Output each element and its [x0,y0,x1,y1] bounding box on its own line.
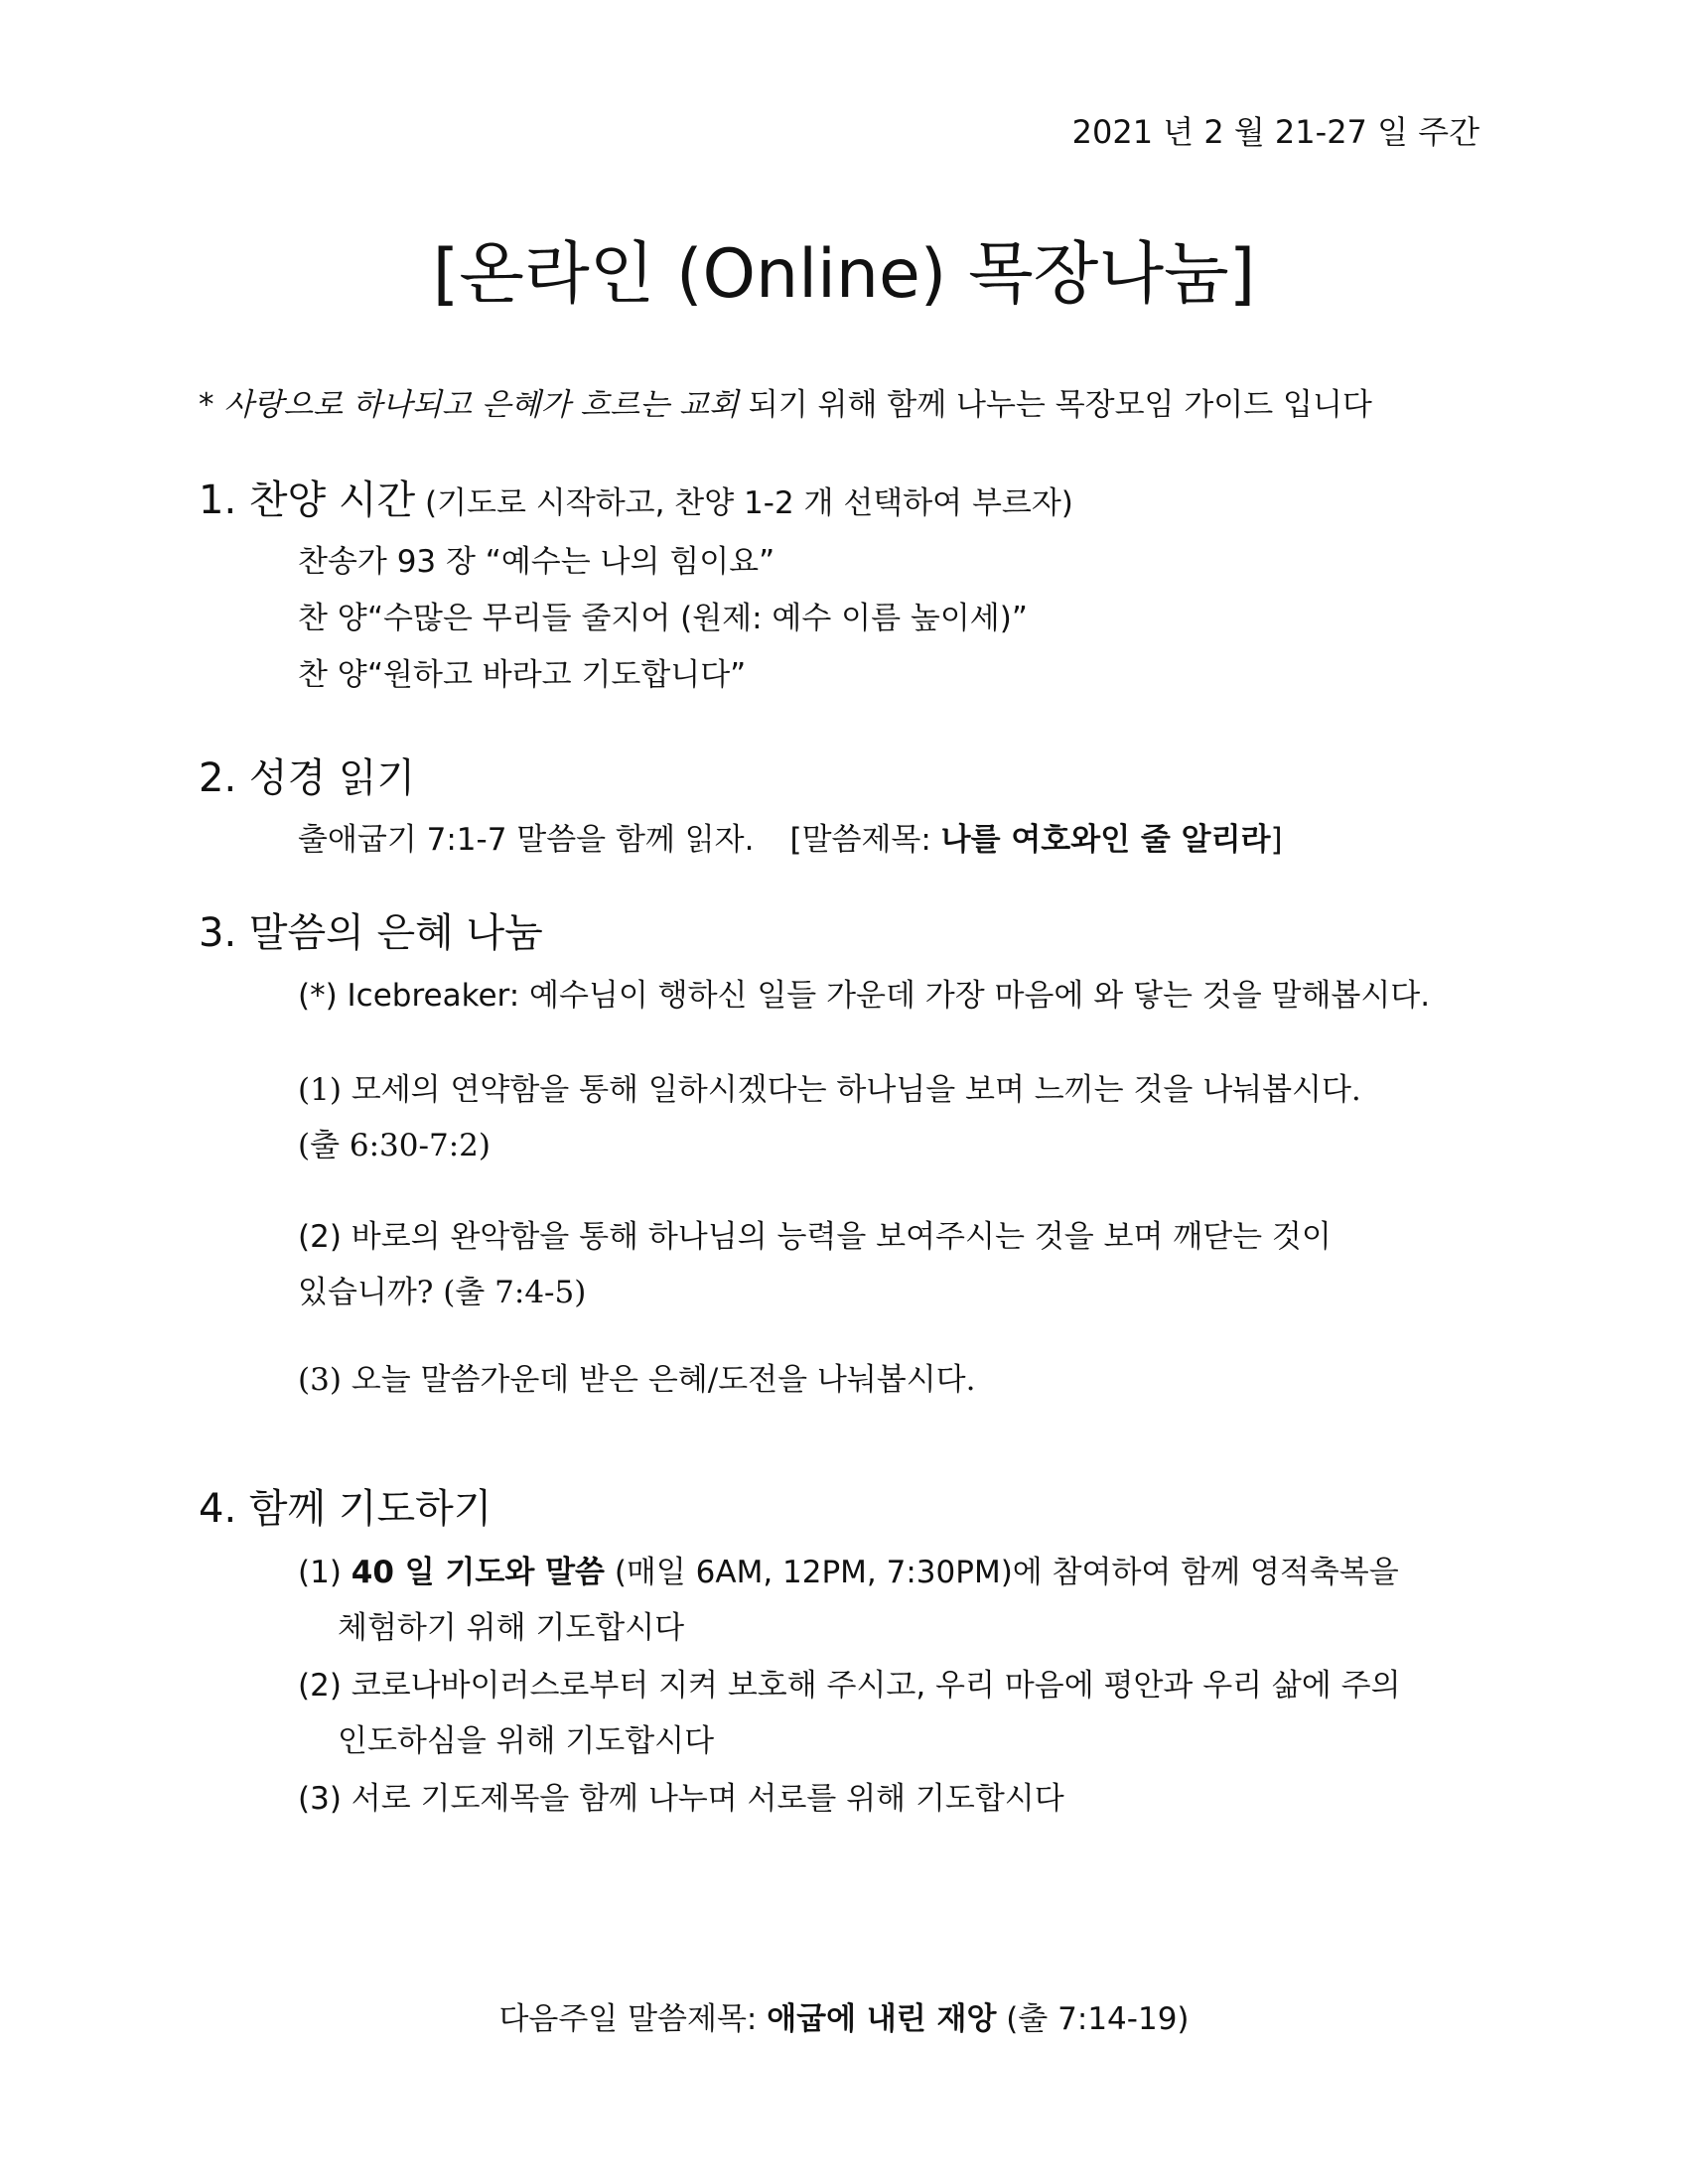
hymn-line: 찬송가 93 장 “예수는 나의 힘이요” [298,544,775,580]
sermon-title-prefix: [말씀제목: [789,822,941,858]
week-date: 2021 년 2 월 21-27 일 주간 [1071,113,1479,151]
praise-label-1: 찬 양 [298,601,367,636]
intro-rest: 되기 위해 함께 나누는 목장모임 가이드 입니다 [738,387,1372,423]
prayer-3-line: (3) 서로 기도제목을 함께 나누며 서로를 위해 기도합시다 [298,1781,1064,1817]
footer-title: 애굽에 내린 재앙 [767,2001,997,2037]
page-title: [온라인 (Online) 목장나눔] [432,235,1256,314]
question-2-line-1: (2) 바로의 완악함을 통해 하나님의 능력을 보여주시는 것을 보며 깨닫는 것이 [298,1219,1332,1255]
question-1-line-2: (출 6:30-7:2) [298,1128,491,1163]
section1-heading-text: 1. 찬양 시간 [199,478,416,523]
sermon-title: 나를 여호와인 줄 알리라 [940,822,1271,858]
section3-heading: 3. 말씀의 은혜 나눔 [199,910,543,956]
prayer-2-line-2: 인도하심을 위해 기도합시다 [338,1723,715,1759]
praise-text-1: “수많은 무리들 줄지어 (원제: 예수 이름 높이세)” [367,601,1028,636]
prayer-1-line-2: 체험하기 위해 기도합시다 [338,1610,685,1646]
section2-heading: 2. 성경 읽기 [199,755,416,801]
sermon-title-suffix: ] [1270,822,1283,858]
praise-line-1 [298,593,1028,637]
footer-prefix: 다음주일 말씀제목: [498,2001,768,2037]
icebreaker-line: (*) Icebreaker: 예수님이 행하신 일들 가운데 가장 마음에 와 닿는 것을 말해봅시다. [298,978,1431,1014]
section1-heading [199,469,1073,525]
footer-suffix: (출 7:14-19) [996,2001,1190,2037]
praise-line-2 [298,649,746,694]
question-1-line-1: (1) 모세의 연약함을 통해 일하시겠다는 하나님을 보며 느끼는 것을 나눠봅시다. [298,1072,1361,1108]
praise-label-2: 찬 양 [298,657,367,693]
prayer-1-bold: 40 일 기도와 말씀 [351,1555,605,1590]
section1-note: (기도로 시작하고, 찬양 1-2 개 선택하여 부르자) [415,485,1073,521]
praise-text-2: “원하고 바라고 기도합니다” [367,657,747,693]
section4-heading: 4. 함께 기도하기 [199,1486,492,1532]
intro-emphasis: 사랑으로 하나되고 은혜가 흐르는 교회 [223,387,739,423]
scripture-reading: 출애굽기 7:1-7 말씀을 함께 읽자. [298,822,755,858]
scripture-reading-line [298,814,1283,859]
question-2-line-2: 있습니까? (출 7:4-5) [298,1275,587,1310]
intro-line [199,379,1372,424]
prayer-1-line-1 [298,1547,1399,1591]
prayer-1-prefix: (1) [298,1555,352,1590]
intro-prefix: * [199,387,224,423]
question-3-line: (3) 오늘 말씀가운데 받은 은혜/도전을 나눠봅시다. [298,1362,976,1398]
prayer-2-line-1: (2) 코로나바이러스로부터 지켜 보호해 주시고, 우리 마음에 평안과 우리 삶에 주의 [298,1668,1401,1704]
next-week-sermon [0,1993,1688,2038]
prayer-1-rest: (매일 6AM, 12PM, 7:30PM)에 참여하여 함께 영적축복을 [604,1555,1399,1590]
